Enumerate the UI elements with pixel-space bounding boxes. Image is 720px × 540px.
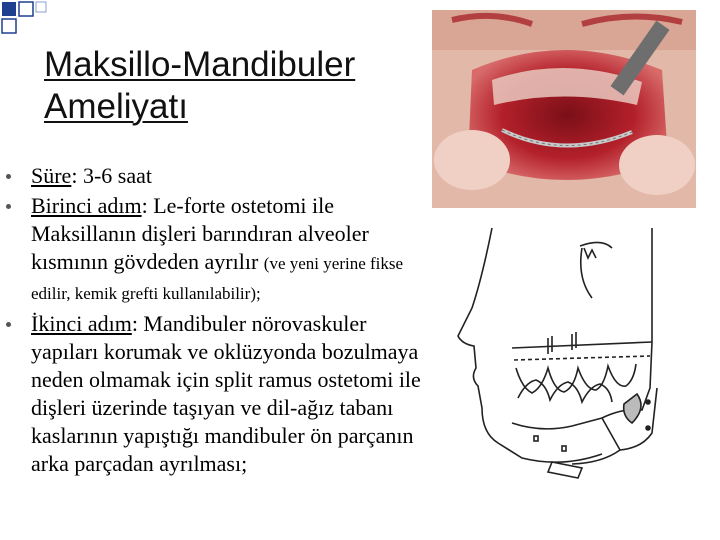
corner-square [2, 2, 16, 16]
bullet-label: İkinci adım [31, 311, 132, 336]
bullet-dot-icon [6, 204, 11, 209]
bullet-label: Birinci adım [31, 193, 142, 218]
bullet-label: Süre [31, 163, 72, 188]
corner-square [2, 19, 16, 33]
jaw-surgery-drawing [452, 218, 712, 488]
bullet-item [6, 192, 436, 308]
slide-title-line2: Ameliyatı [44, 87, 188, 126]
bullet-dot-icon [6, 322, 11, 327]
bullet-text: : 3-6 saat [71, 163, 152, 188]
bullet-text: : Le-forte ostetomi ile Maksillanın dişleri barındıran alveoler kısmının gövdeden ayrılır [31, 193, 369, 274]
bullet-item [6, 162, 436, 190]
slide-title [44, 44, 444, 128]
surgery-photo [432, 10, 696, 208]
bullet-list [6, 162, 436, 480]
corner-decoration [0, 0, 60, 40]
bullet-item [6, 310, 436, 478]
corner-square [19, 2, 33, 16]
corner-square [36, 2, 46, 12]
bullet-text: : Mandibuler nörovaskuler yapıları korumak ve oklüzyonda bozulmaya neden olmamak için split ramus ostetomi ile dişleri üzerinde taşıyan ve dil-ağız tabanı kaslarının yapıştığı mandibuler ön parçanın arka parçadan ayrılması; [31, 311, 421, 476]
slide-title-line1: Maksillo-Mandibuler [44, 45, 356, 84]
bullet-note: (ve yeni yerine fikse edilir, kemik grefti kullanılabilir); [31, 254, 404, 303]
bullet-dot-icon [6, 174, 11, 179]
